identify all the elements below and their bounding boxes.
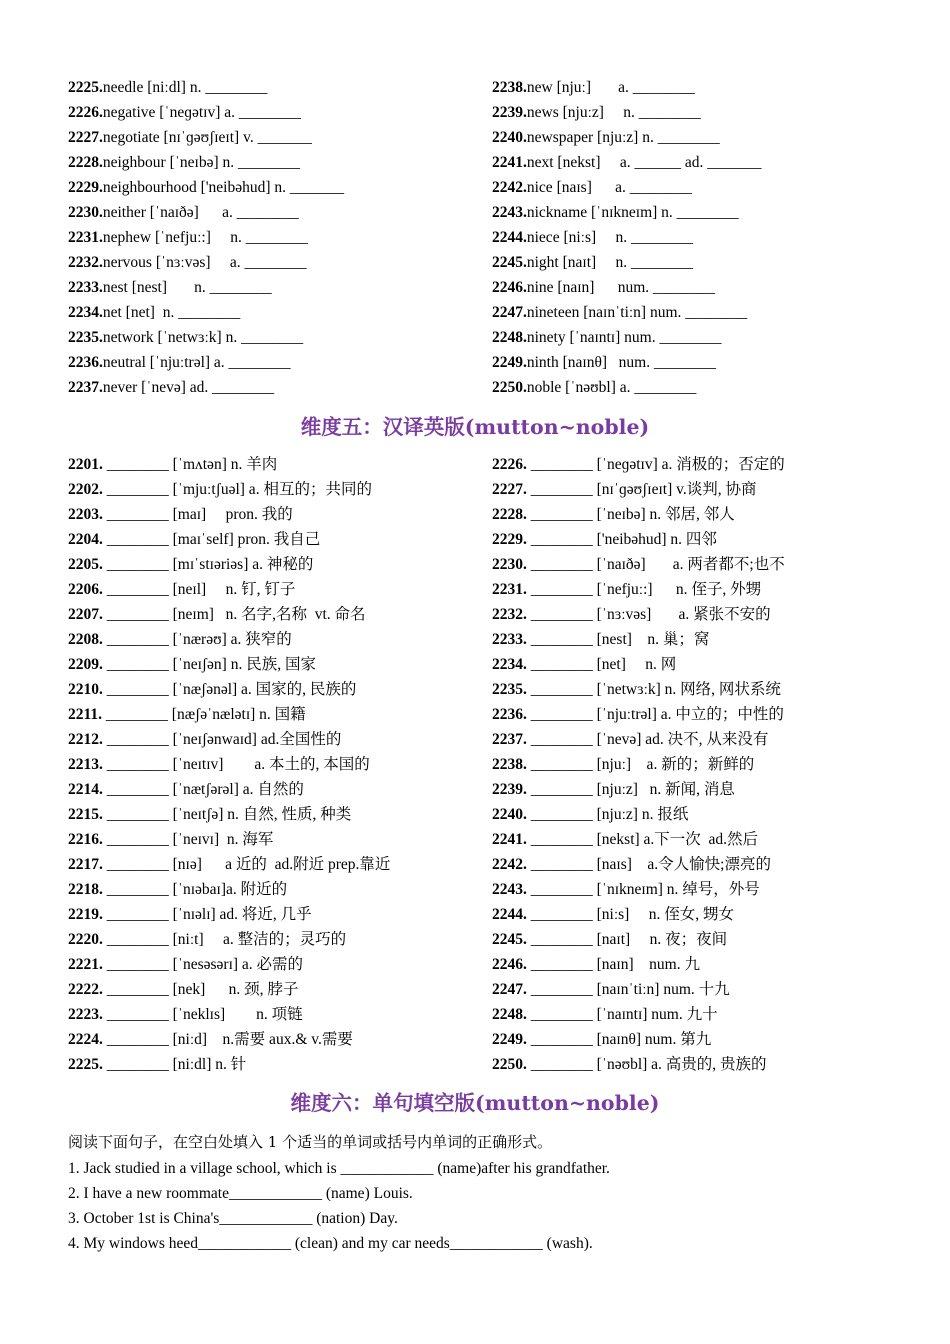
vocab-entry xyxy=(492,1052,785,1077)
vocab-entry xyxy=(492,852,785,877)
entry-text: neighbour [ˈneɪbə] n. ________ xyxy=(102,154,301,171)
entry-text: ________ [ˈneklɪs] n. 项链 xyxy=(102,1006,303,1023)
vocab-entry xyxy=(492,577,785,602)
vocab-entry xyxy=(68,250,344,275)
entry-number: 2214. xyxy=(68,781,103,798)
entry-text: ________ [mɪˈstɪəriəs] a. 神秘的 xyxy=(102,556,314,573)
entry-text: neither [ˈnaɪðə] a. ________ xyxy=(102,204,299,221)
entry-text: nineteen [naɪnˈtiːn] num. ________ xyxy=(526,304,748,321)
fill-sentence: 2. I have a new roommate____________ (name) Louis. xyxy=(68,1185,413,1202)
vocab-entry xyxy=(68,752,390,777)
entry-text: ________ ['neibəhud] n. 四邻 xyxy=(526,531,717,548)
vocab-entry xyxy=(492,150,762,175)
vocab-entry xyxy=(68,1052,390,1077)
vocab-entry xyxy=(492,877,785,902)
entry-number: 2249. xyxy=(492,1031,527,1048)
entry-text: night [naɪt] n. ________ xyxy=(526,254,694,271)
vocab-entry xyxy=(492,75,762,100)
entry-number: 2242. xyxy=(492,856,527,873)
vocab-entry xyxy=(68,125,344,150)
entry-text: nephew [ˈnefjuː:] n. ________ xyxy=(102,229,308,246)
entry-text: new [njuː] a. ________ xyxy=(526,79,695,96)
entry-number: 2221. xyxy=(68,956,103,973)
entry-text: negotiate [nɪˈɡəʊʃɪeɪt] v. _______ xyxy=(102,129,312,146)
entry-number: 2229. xyxy=(492,531,527,548)
vocab-entry xyxy=(68,602,390,627)
entry-text: ________ [niːt] a. 整洁的；灵巧的 xyxy=(102,931,347,948)
entry-number: 2239. xyxy=(492,104,527,121)
vocab-entry xyxy=(68,502,390,527)
vocab-entry xyxy=(492,175,762,200)
vocab-entry xyxy=(492,627,785,652)
vocab-entry xyxy=(68,702,390,727)
entry-text: ________ [ˈmʌtən] n. 羊肉 xyxy=(102,456,278,473)
section4-right-column xyxy=(492,75,762,400)
entry-text: ________ [ˈnetwɜːk] n. 网络, 网状系统 xyxy=(526,681,781,698)
vocab-entry xyxy=(492,375,762,400)
entry-number: 2235. xyxy=(492,681,527,698)
entry-text: ________ [ˈneɪvɪ] n. 海军 xyxy=(102,831,274,848)
section4-left-column xyxy=(68,75,344,400)
entry-text: nine [naɪn] num. ________ xyxy=(526,279,716,296)
entry-text: ________ [ˈneɪtʃə] n. 自然, 性质, 种类 xyxy=(102,806,352,823)
fill-sentence: 1. Jack studied in a village school, which is ____________ (name)after his grandfather. xyxy=(68,1160,610,1177)
entry-text: ________ [nɪˈɡəʊʃɪeɪt] v.谈判, 协商 xyxy=(526,481,757,498)
entry-text: ________ [ˈnəʊbl] a. 高贵的, 贵族的 xyxy=(526,1056,767,1073)
entry-number: 2236. xyxy=(68,354,103,371)
entry-number: 2227. xyxy=(68,129,103,146)
entry-number: 2249. xyxy=(492,354,527,371)
entry-text: ________ [ˈneɪʃənwaɪd] ad.全国性的 xyxy=(102,731,342,748)
vocab-entry xyxy=(492,250,762,275)
vocab-entry xyxy=(68,727,390,752)
entry-number: 2202. xyxy=(68,481,103,498)
entry-number: 2212. xyxy=(68,731,103,748)
entry-text: never [ˈnevə] ad. ________ xyxy=(102,379,275,396)
entry-text: ________ [njuː] a. 新的；新鲜的 xyxy=(526,756,755,773)
entry-text: net [net] n. ________ xyxy=(102,304,241,321)
entry-text: ________ [neɪm] n. 名字,名称 vt. 命名 xyxy=(102,606,366,623)
vocab-entry xyxy=(492,100,762,125)
entry-text: ________ [njuːz] n. 新闻, 消息 xyxy=(526,781,735,798)
entry-number: 2233. xyxy=(492,631,527,648)
entry-number: 2243. xyxy=(492,204,527,221)
entry-text: ________ [ˈnærəʊ] a. 狭窄的 xyxy=(102,631,292,648)
entry-text: ________ [ˈnɪəbaɪ]a. 附近的 xyxy=(102,881,288,898)
entry-text: ________ [ˈnɪəlɪ] ad. 将近, 几乎 xyxy=(102,906,312,923)
entry-text: ________ [naɪnˈtiːn] num. 十九 xyxy=(526,981,730,998)
vocab-entry xyxy=(492,125,762,150)
entry-text: negative [ˈneɡətɪv] a. ________ xyxy=(102,104,301,121)
entry-number: 2209. xyxy=(68,656,103,673)
vocab-entry xyxy=(492,902,785,927)
entry-number: 2236. xyxy=(492,706,527,723)
entry-text: next [nekst] a. ______ ad. _______ xyxy=(526,154,762,171)
entry-text: nest [nest] n. ________ xyxy=(102,279,272,296)
vocab-entry xyxy=(68,552,390,577)
entry-number: 2233. xyxy=(68,279,103,296)
entry-text: ________ [nɪə] a 近的 ad.附近 prep.靠近 xyxy=(102,856,391,873)
entry-number: 2225. xyxy=(68,79,103,96)
entry-text: ninth [naɪnθ] num. ________ xyxy=(526,354,716,371)
entry-number: 2235. xyxy=(68,329,103,346)
entry-text: ________ [niːd] n.需要 aux.& v.需要 xyxy=(102,1031,353,1048)
vocab-entry xyxy=(68,852,390,877)
vocab-entry xyxy=(492,927,785,952)
entry-number: 2226. xyxy=(492,456,527,473)
vocab-entry xyxy=(68,225,344,250)
entry-text: ________ [nest] n. 巢；窝 xyxy=(526,631,710,648)
vocab-entry xyxy=(68,652,390,677)
entry-text: ________ [naɪt] n. 夜；夜间 xyxy=(526,931,728,948)
vocab-entry xyxy=(68,627,390,652)
entry-number: 2240. xyxy=(492,806,527,823)
vocab-entry xyxy=(68,100,344,125)
entry-number: 2248. xyxy=(492,1006,527,1023)
entry-text: ninety [ˈnaɪntɪ] num. ________ xyxy=(526,329,722,346)
entry-number: 2227. xyxy=(492,481,527,498)
entry-number: 2208. xyxy=(68,631,103,648)
entry-text: ________ [niːdl] n. 针 xyxy=(102,1056,247,1073)
vocab-entry xyxy=(492,752,785,777)
entry-number: 2248. xyxy=(492,329,527,346)
entry-text: ________ [naɪn] num. 九 xyxy=(526,956,700,973)
entry-text: ________ [naɪnθ] num. 第九 xyxy=(526,1031,712,1048)
entry-number: 2232. xyxy=(68,254,103,271)
vocab-entry xyxy=(492,727,785,752)
vocab-entry xyxy=(492,1027,785,1052)
vocab-entry xyxy=(68,1027,390,1052)
entry-text: newspaper [njuːz] n. ________ xyxy=(526,129,720,146)
entry-number: 2228. xyxy=(68,154,103,171)
entry-text: noble [ˈnəʊbl] a. ________ xyxy=(526,379,697,396)
entry-number: 2245. xyxy=(492,931,527,948)
entry-number: 2234. xyxy=(492,656,527,673)
entry-number: 2230. xyxy=(68,204,103,221)
entry-number: 2218. xyxy=(68,881,103,898)
vocab-entry xyxy=(492,652,785,677)
entry-text: ________ [ˈneɪbə] n. 邻居, 邻人 xyxy=(526,506,735,523)
entry-number: 2247. xyxy=(492,304,527,321)
entry-text: ________ [ˈmjuːtʃuəl] a. 相互的；共同的 xyxy=(102,481,372,498)
vocab-entry xyxy=(68,927,390,952)
entry-number: 2222. xyxy=(68,981,103,998)
entry-text: ________ [ˈnaɪntɪ] num. 九十 xyxy=(526,1006,718,1023)
vocab-entry xyxy=(68,527,390,552)
vocab-entry xyxy=(492,802,785,827)
entry-number: 2213. xyxy=(68,756,103,773)
entry-text: ________ [njuːz] n. 报纸 xyxy=(526,806,689,823)
entry-text: ________ [ˈnaɪðə] a. 两者都不;也不 xyxy=(526,556,785,573)
vocab-entry xyxy=(68,150,344,175)
vocab-entry xyxy=(492,552,785,577)
vocab-entry xyxy=(68,877,390,902)
entry-number: 2244. xyxy=(492,906,527,923)
vocab-entry xyxy=(68,275,344,300)
entry-text: ________ [ˈnɜːvəs] a. 紧张不安的 xyxy=(526,606,771,623)
entry-number: 2234. xyxy=(68,304,103,321)
entry-text: ________ [maɪ] pron. 我的 xyxy=(102,506,293,523)
entry-number: 2237. xyxy=(68,379,103,396)
section5-title: 维度五：汉译英版(mutton~noble) xyxy=(300,415,650,439)
vocab-entry xyxy=(492,602,785,627)
vocab-entry xyxy=(68,1002,390,1027)
entry-text: ________ [nekst] a.下一次 ad.然后 xyxy=(526,831,759,848)
entry-number: 2216. xyxy=(68,831,103,848)
entry-number: 2246. xyxy=(492,956,527,973)
vocab-entry xyxy=(492,952,785,977)
entry-text: news [njuːz] n. ________ xyxy=(526,104,701,121)
entry-text: ________ [niːs] n. 侄女, 甥女 xyxy=(526,906,734,923)
fill-sentence: 3. October 1st is China's____________ (nation) Day. xyxy=(68,1210,398,1227)
section5-left-column xyxy=(68,452,390,1077)
vocab-entry xyxy=(492,777,785,802)
fill-sentence: 4. My windows heed____________ (clean) and my car needs____________ (wash). xyxy=(68,1235,593,1252)
entry-number: 2241. xyxy=(492,154,527,171)
vocab-entry xyxy=(68,902,390,927)
entry-text: ________ [ˈnætʃərəl] a. 自然的 xyxy=(102,781,304,798)
vocab-entry xyxy=(68,452,390,477)
entry-number: 2245. xyxy=(492,254,527,271)
section5-right-column xyxy=(492,452,785,1077)
entry-text: neutral [ˈnjuːtrəl] a. ________ xyxy=(102,354,291,371)
entry-text: neighbourhood ['neibəhud] n. _______ xyxy=(102,179,345,196)
entry-number: 2215. xyxy=(68,806,103,823)
entry-text: ________ [ˈneɪʃən] n. 民族, 国家 xyxy=(102,656,316,673)
vocab-entry xyxy=(68,350,344,375)
entry-number: 2206. xyxy=(68,581,103,598)
entry-number: 2239. xyxy=(492,781,527,798)
entry-text: ________ [net] n. 网 xyxy=(526,656,677,673)
vocab-entry xyxy=(68,827,390,852)
entry-text: ________ [ˈnevə] ad. 决不, 从来没有 xyxy=(526,731,769,748)
vocab-entry xyxy=(492,527,785,552)
entry-number: 2241. xyxy=(492,831,527,848)
entry-number: 2247. xyxy=(492,981,527,998)
entry-text: ________ [ˈnæʃənəl] a. 国家的, 民族的 xyxy=(102,681,357,698)
entry-number: 2238. xyxy=(492,79,527,96)
vocab-entry xyxy=(492,502,785,527)
vocab-entry xyxy=(492,275,762,300)
entry-number: 2244. xyxy=(492,229,527,246)
section6-instruction: 阅读下面句子，在空白处填入 1 个适当的单词或括号内单词的正确形式。 xyxy=(68,1133,553,1151)
vocab-entry xyxy=(68,75,344,100)
entry-text: ________ [ˈnesəsərɪ] a. 必需的 xyxy=(102,956,304,973)
entry-number: 2217. xyxy=(68,856,103,873)
entry-text: ________ [naɪs] a.令人愉快;漂亮的 xyxy=(526,856,771,873)
entry-text: ________ [neɪl] n. 钉, 钉子 xyxy=(102,581,296,598)
vocab-entry xyxy=(492,350,762,375)
entry-number: 2230. xyxy=(492,556,527,573)
vocab-entry xyxy=(492,452,785,477)
section6-title: 维度六：单句填空版(mutton~noble) xyxy=(290,1091,660,1115)
entry-number: 2210. xyxy=(68,681,103,698)
vocab-entry xyxy=(68,977,390,1002)
vocab-entry xyxy=(68,577,390,602)
vocab-entry xyxy=(492,827,785,852)
vocab-entry xyxy=(68,325,344,350)
vocab-entry xyxy=(68,677,390,702)
vocab-entry xyxy=(68,175,344,200)
entry-number: 2240. xyxy=(492,129,527,146)
vocab-entry xyxy=(68,200,344,225)
entry-number: 2238. xyxy=(492,756,527,773)
vocab-entry xyxy=(68,300,344,325)
entry-text: nice [naɪs] a. ________ xyxy=(526,179,692,196)
entry-number: 2205. xyxy=(68,556,103,573)
entry-number: 2242. xyxy=(492,179,527,196)
vocab-entry xyxy=(492,325,762,350)
vocab-entry xyxy=(492,677,785,702)
vocab-entry xyxy=(68,477,390,502)
entry-number: 2250. xyxy=(492,379,527,396)
entry-number: 2226. xyxy=(68,104,103,121)
entry-number: 2243. xyxy=(492,881,527,898)
entry-text: nickname [ˈnɪkneɪm] n. ________ xyxy=(526,204,739,221)
entry-text: niece [niːs] n. ________ xyxy=(526,229,694,246)
entry-number: 2204. xyxy=(68,531,103,548)
entry-number: 2237. xyxy=(492,731,527,748)
entry-text: ________ [ˈnɪkneɪm] n. 绰号，外号 xyxy=(526,881,760,898)
entry-text: ________ [maɪˈself] pron. 我自己 xyxy=(102,531,321,548)
entry-number: 2250. xyxy=(492,1056,527,1073)
entry-text: ________ [ˈnjuːtrəl] a. 中立的；中性的 xyxy=(526,706,784,723)
entry-number: 2246. xyxy=(492,279,527,296)
entry-text: ________ [næʃəˈnælətɪ] n. 国籍 xyxy=(102,706,306,723)
entry-number: 2224. xyxy=(68,1031,103,1048)
vocab-entry xyxy=(492,977,785,1002)
vocab-entry xyxy=(492,225,762,250)
entry-number: 2228. xyxy=(492,506,527,523)
entry-number: 2231. xyxy=(68,229,103,246)
entry-text: ________ [ˈneɪtɪv] a. 本土的, 本国的 xyxy=(102,756,370,773)
entry-number: 2219. xyxy=(68,906,103,923)
entry-number: 2203. xyxy=(68,506,103,523)
entry-text: nervous [ˈnɜːvəs] a. ________ xyxy=(102,254,307,271)
entry-number: 2232. xyxy=(492,606,527,623)
vocab-entry xyxy=(492,702,785,727)
entry-text: ________ [nek] n. 颈, 脖子 xyxy=(102,981,299,998)
entry-text: network [ˈnetwɜːk] n. ________ xyxy=(102,329,304,346)
entry-number: 2229. xyxy=(68,179,103,196)
entry-number: 2225. xyxy=(68,1056,103,1073)
entry-number: 2211. xyxy=(68,706,103,723)
vocab-entry xyxy=(68,952,390,977)
entry-number: 2220. xyxy=(68,931,103,948)
vocab-entry xyxy=(68,375,344,400)
vocab-entry xyxy=(492,477,785,502)
entry-number: 2207. xyxy=(68,606,103,623)
vocab-entry xyxy=(68,802,390,827)
entry-text: ________ [ˈnefjuː:] n. 侄子, 外甥 xyxy=(526,581,762,598)
vocab-entry xyxy=(492,300,762,325)
entry-number: 2201. xyxy=(68,456,103,473)
vocab-entry xyxy=(492,200,762,225)
vocab-entry xyxy=(492,1002,785,1027)
vocab-entry xyxy=(68,777,390,802)
entry-text: needle [niːdl] n. ________ xyxy=(102,79,268,96)
entry-text: ________ [ˈneɡətɪv] a. 消极的；否定的 xyxy=(526,456,785,473)
entry-number: 2231. xyxy=(492,581,527,598)
entry-number: 2223. xyxy=(68,1006,103,1023)
